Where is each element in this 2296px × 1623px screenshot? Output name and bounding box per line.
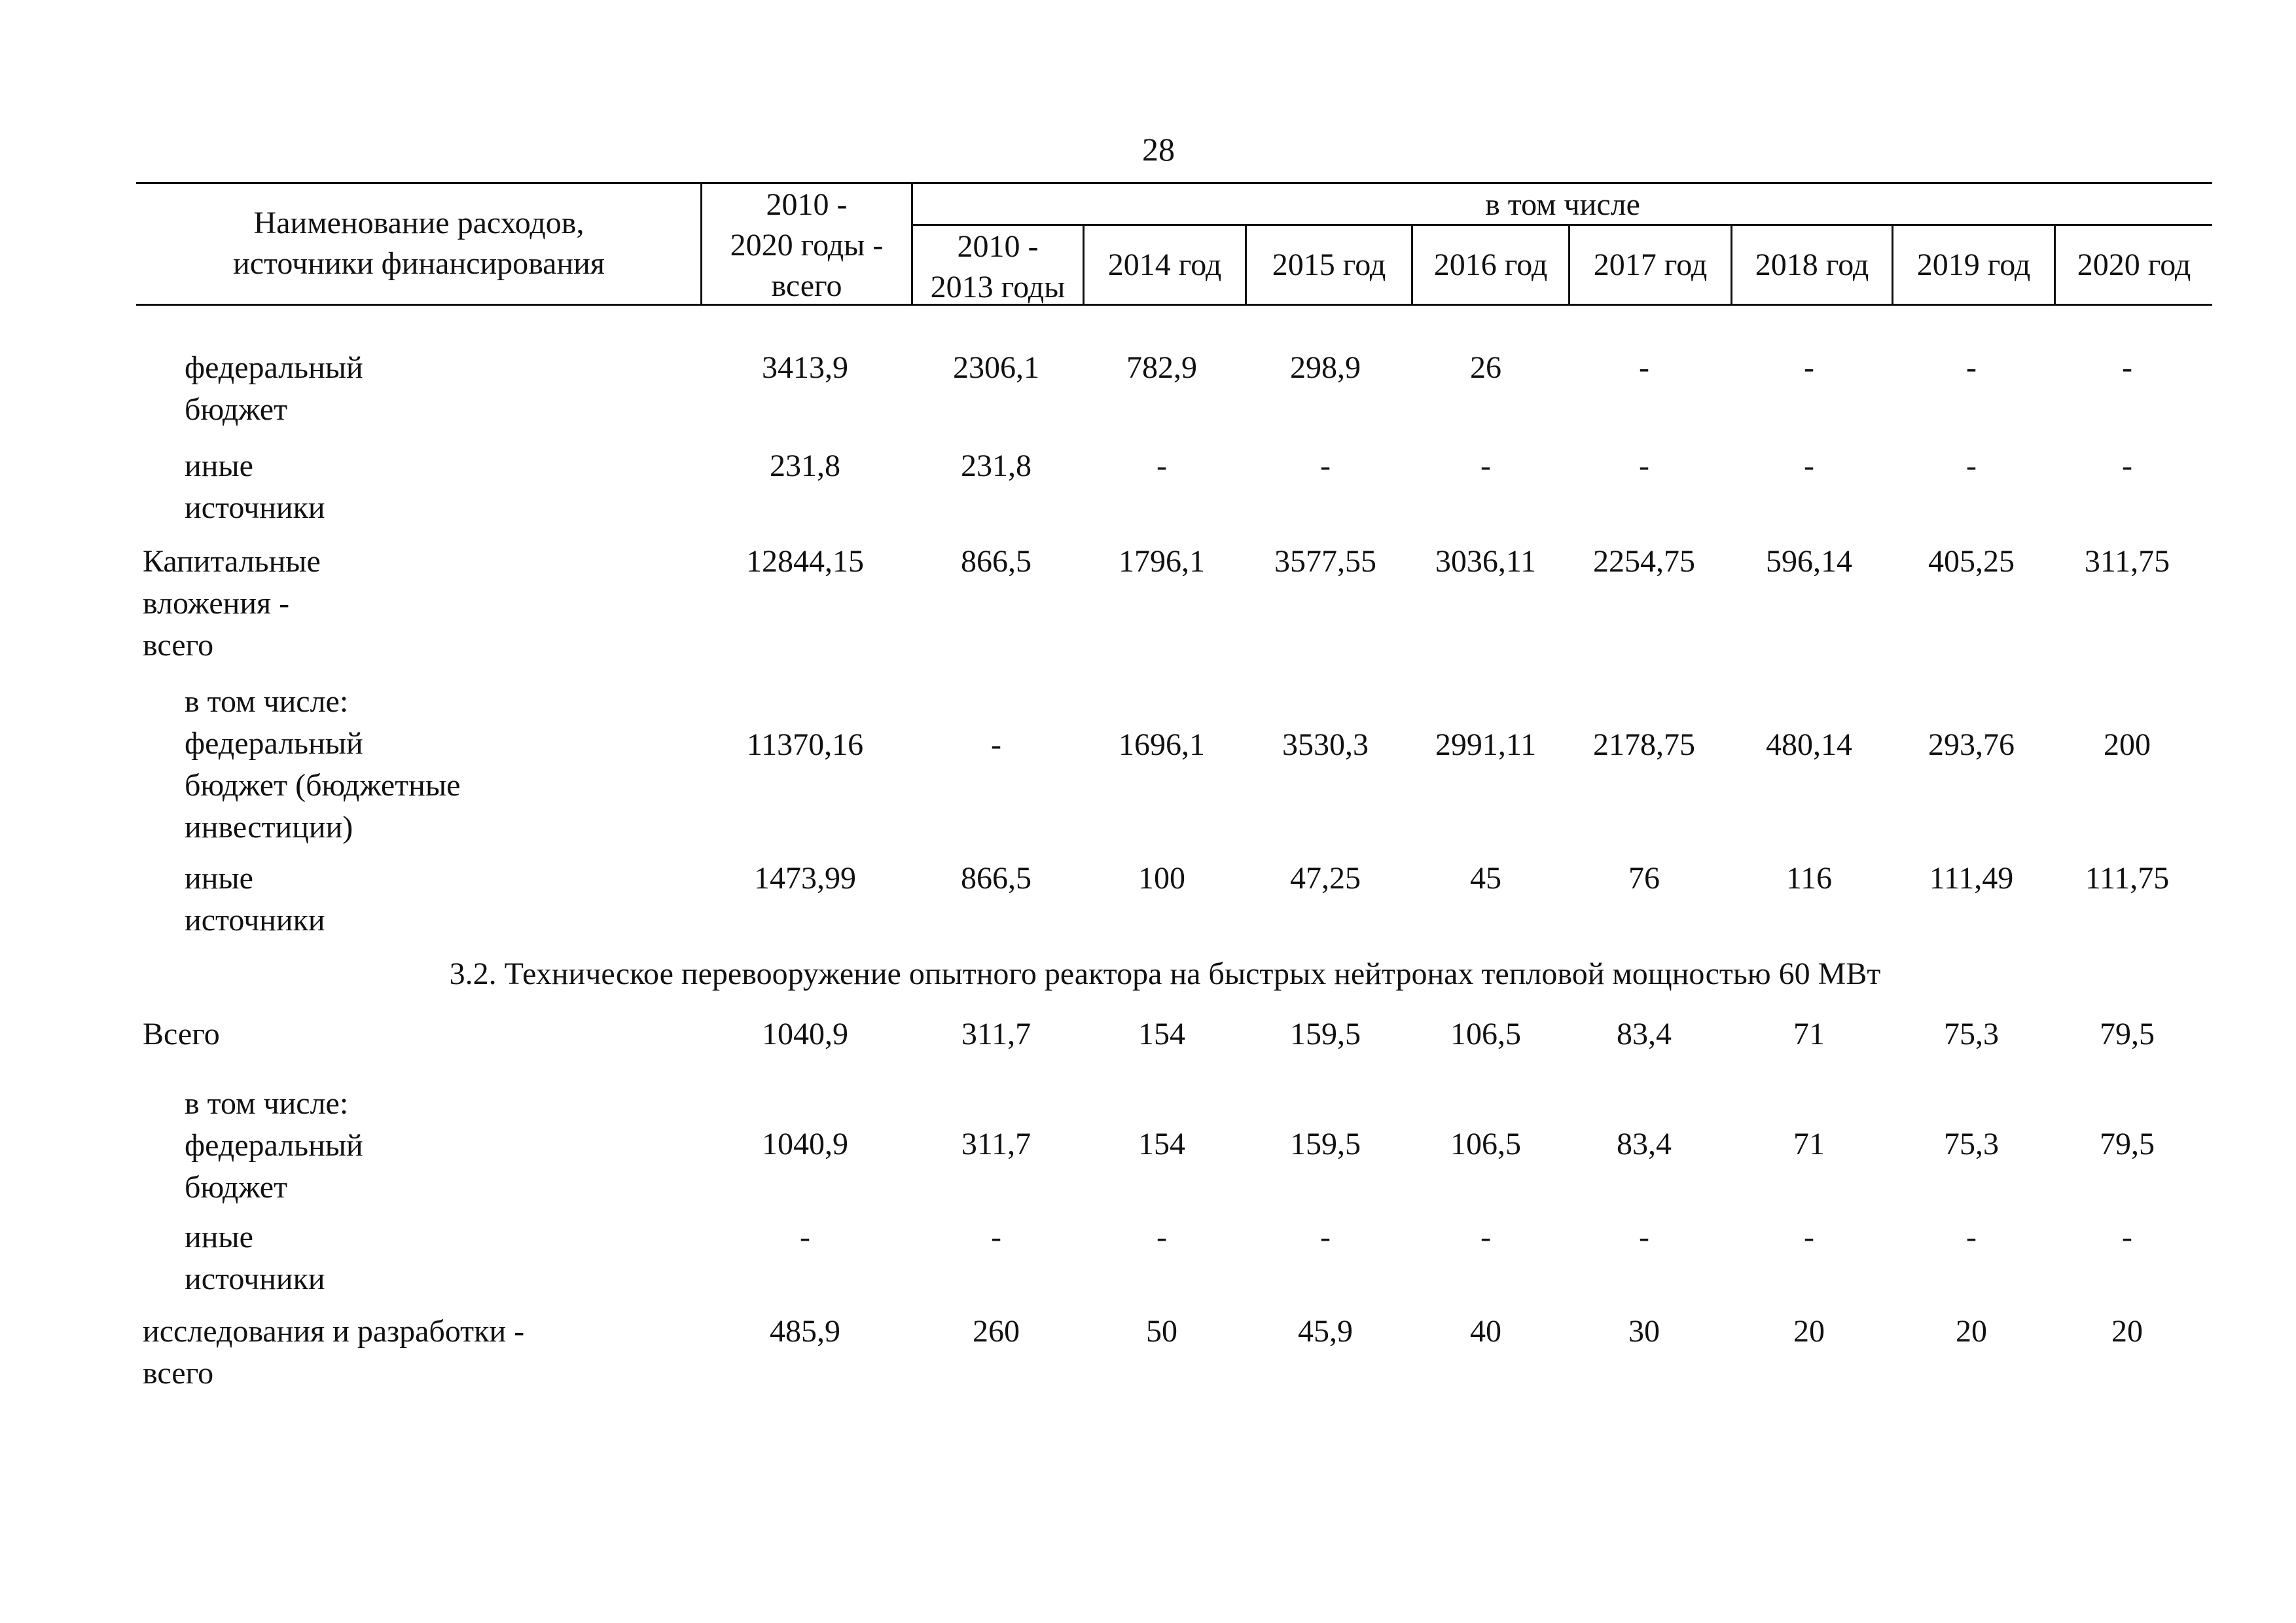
- row-value: -: [1639, 350, 1649, 385]
- row-value: -: [1804, 1220, 1814, 1254]
- row-label-line: федеральный: [185, 1128, 363, 1163]
- row-value: -: [1320, 448, 1331, 483]
- row-value: 154: [1138, 1017, 1185, 1051]
- row-label: [185, 681, 460, 848]
- row-label: [185, 445, 325, 529]
- row-value: 75,3: [1944, 1017, 1999, 1051]
- row-label-line: исследования и разработки -: [143, 1314, 525, 1349]
- header-year-2010-2013: 2010 - 2013 годы: [930, 229, 1066, 304]
- row-value: 311,7: [961, 1127, 1031, 1161]
- row-value: -: [2122, 448, 2132, 483]
- row-value: 12844,15: [746, 544, 864, 579]
- row-label: [185, 1083, 363, 1209]
- row-label-line: иные: [185, 448, 253, 483]
- row-value: 20: [2111, 1314, 2143, 1349]
- row-value: 71: [1793, 1017, 1825, 1051]
- row-value: 11370,16: [746, 727, 864, 762]
- row-label-line: в том числе:: [185, 684, 349, 719]
- row-value: 75,3: [1944, 1127, 1999, 1161]
- row-label: [143, 541, 321, 666]
- row-value: 159,5: [1290, 1127, 1361, 1161]
- row-label: [143, 1013, 220, 1055]
- row-label-line: всего: [143, 628, 214, 663]
- row-value: 1796,1: [1119, 544, 1205, 579]
- header-name-column: Наименование расходов, источники финансирования: [233, 206, 605, 281]
- row-label-line: иные: [185, 861, 253, 896]
- row-value: -: [1966, 448, 1977, 483]
- header-including: в том числе: [1485, 187, 1640, 222]
- header-year-2016: 2016 год: [1433, 247, 1548, 282]
- page-number: 28: [1142, 131, 1175, 168]
- row-label-line: иные: [185, 1220, 253, 1254]
- row-label-line: вложения -: [143, 586, 290, 621]
- header-bottom-rule: [136, 304, 2212, 306]
- row-label-line: федеральный: [185, 350, 363, 385]
- row-value: 405,25: [1928, 544, 2015, 579]
- row-value: 311,75: [2084, 544, 2170, 579]
- row-label-line: источники: [185, 1262, 325, 1296]
- row-value: 3577,55: [1274, 544, 1376, 579]
- row-value: 2178,75: [1593, 727, 1695, 762]
- row-value: 3036,11: [1435, 544, 1537, 579]
- row-value: -: [2122, 350, 2132, 385]
- row-label-line: в том числе:: [185, 1086, 349, 1121]
- row-value: -: [1639, 1220, 1649, 1254]
- row-value: -: [1157, 448, 1167, 483]
- row-label-line: федеральный: [185, 726, 363, 761]
- row-value: 45,9: [1298, 1314, 1353, 1349]
- row-value: -: [1966, 1220, 1977, 1254]
- row-value: 20: [1956, 1314, 1987, 1349]
- row-value: 20: [1793, 1314, 1825, 1349]
- row-value: 76: [1628, 861, 1660, 896]
- row-label-line: Капитальные: [143, 544, 321, 579]
- row-label: [185, 1216, 325, 1300]
- row-value: 2991,11: [1435, 727, 1537, 762]
- row-value: 79,5: [2100, 1017, 2155, 1051]
- row-label-line: бюджет: [185, 392, 288, 427]
- row-value: -: [991, 1220, 1001, 1254]
- row-value: -: [1480, 1220, 1491, 1254]
- row-label-line: источники: [185, 490, 325, 525]
- row-value: -: [800, 1220, 810, 1254]
- row-value: 1040,9: [762, 1017, 848, 1051]
- row-label: [185, 858, 325, 941]
- row-value: 1040,9: [762, 1127, 848, 1161]
- row-value: 480,14: [1766, 727, 1852, 762]
- row-value: -: [2122, 1220, 2132, 1254]
- header-year-2015: 2015 год: [1272, 247, 1386, 282]
- row-value: 1696,1: [1119, 727, 1205, 762]
- row-label: [185, 347, 363, 431]
- row-value: -: [1966, 350, 1977, 385]
- header-year-2014: 2014 год: [1107, 247, 1222, 282]
- row-value: -: [1804, 350, 1814, 385]
- row-value: 3413,9: [762, 350, 848, 385]
- row-value: 83,4: [1617, 1127, 1672, 1161]
- row-value: 100: [1138, 861, 1185, 896]
- row-value: 26: [1470, 350, 1501, 385]
- header-year-2019: 2019 год: [1916, 247, 2031, 282]
- row-label-line: бюджет (бюджетные: [185, 768, 461, 803]
- header-year-2018: 2018 год: [1755, 247, 1869, 282]
- row-value: -: [991, 727, 1001, 762]
- row-value: 111,49: [1929, 861, 2014, 896]
- row-value: 83,4: [1617, 1017, 1672, 1051]
- row-value: 260: [973, 1314, 1020, 1349]
- row-label: [143, 1311, 524, 1395]
- row-value: 154: [1138, 1127, 1185, 1161]
- row-value: -: [1320, 1220, 1331, 1254]
- header-year-2017: 2017 год: [1593, 247, 1708, 282]
- row-value: 2254,75: [1593, 544, 1695, 579]
- row-value: 111,75: [2085, 861, 2170, 896]
- row-value: 866,5: [961, 544, 1031, 579]
- row-value: 159,5: [1290, 1017, 1361, 1051]
- row-value: 485,9: [770, 1314, 840, 1349]
- row-value: -: [1804, 448, 1814, 483]
- row-value: 79,5: [2100, 1127, 2155, 1161]
- row-value: 50: [1146, 1314, 1177, 1349]
- row-label-line: Всего: [143, 1017, 220, 1051]
- row-value: 45: [1470, 861, 1501, 896]
- row-value: 231,8: [961, 448, 1031, 483]
- row-value: 298,9: [1290, 350, 1361, 385]
- row-value: 30: [1628, 1314, 1660, 1349]
- row-value: 71: [1793, 1127, 1825, 1161]
- row-value: 47,25: [1290, 861, 1361, 896]
- row-label-line: бюджет: [185, 1170, 288, 1205]
- row-value: 106,5: [1450, 1017, 1521, 1051]
- row-value: 116: [1785, 861, 1833, 896]
- row-value: 231,8: [770, 448, 840, 483]
- row-value: 293,76: [1928, 727, 2015, 762]
- row-value: 200: [2104, 727, 2151, 762]
- row-label-line: инвестиции): [185, 810, 353, 845]
- row-value: 3530,3: [1282, 727, 1369, 762]
- table-top-rule: [136, 182, 2212, 184]
- header-year-2020: 2020 год: [2077, 247, 2191, 282]
- row-label-line: всего: [143, 1356, 214, 1391]
- section-title: 3.2. Техническое перевооружение опытного реактора на быстрых нейтронах тепловой мощностью 60 МВт: [449, 957, 1881, 991]
- header-total-column: 2010 - 2020 годы - всего: [730, 187, 884, 303]
- row-value: 2306,1: [953, 350, 1039, 385]
- row-value: 1473,99: [754, 861, 856, 896]
- row-value: 866,5: [961, 861, 1031, 896]
- row-label-line: источники: [185, 903, 325, 938]
- row-value: 782,9: [1126, 350, 1197, 385]
- row-value: 311,7: [961, 1017, 1031, 1051]
- row-value: 106,5: [1450, 1127, 1521, 1161]
- row-value: 596,14: [1766, 544, 1852, 579]
- row-value: -: [1480, 448, 1491, 483]
- row-value: -: [1157, 1220, 1167, 1254]
- row-value: -: [1639, 448, 1649, 483]
- row-value: 40: [1470, 1314, 1501, 1349]
